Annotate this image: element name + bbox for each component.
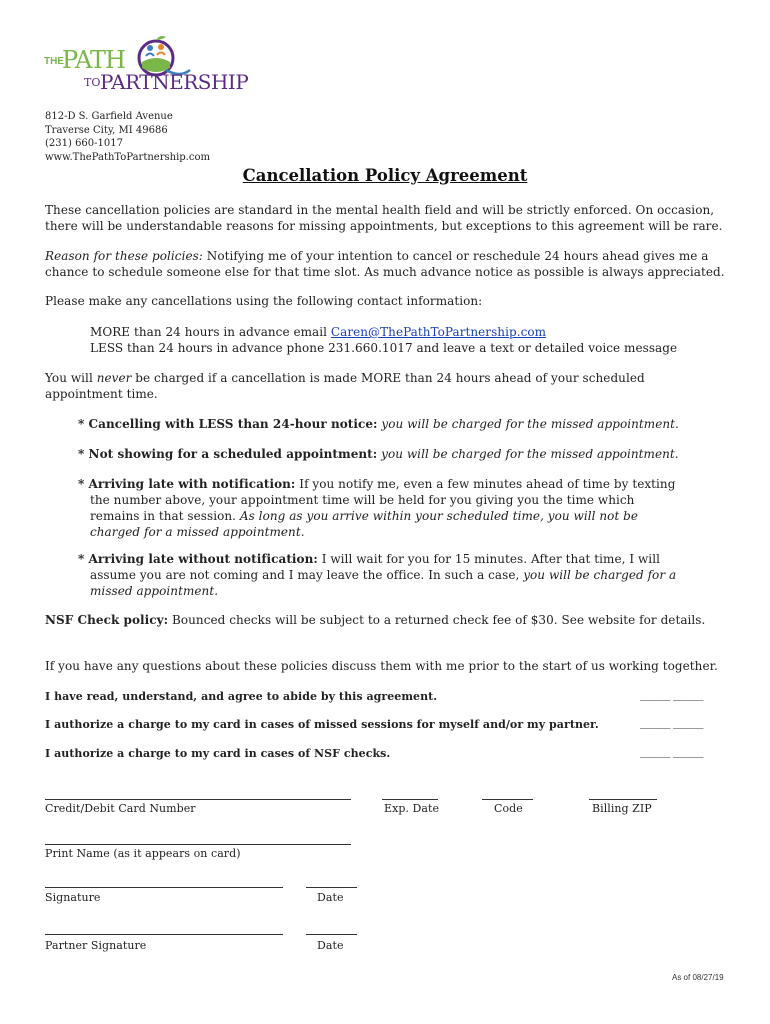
policy-less-text: you will be charged for the missed appointment. bbox=[377, 417, 679, 431]
date1-label: Date bbox=[317, 891, 344, 904]
policy-less-notice bbox=[78, 416, 679, 432]
policy-no-show bbox=[78, 446, 679, 462]
policy-late-notification bbox=[78, 476, 675, 540]
agreement-missed-sessions: I authorize a charge to my card in cases of missed sessions for myself and/or my partner. bbox=[45, 718, 599, 731]
policy-late-notify-label: * Arriving late with notification: bbox=[78, 477, 296, 491]
logo-partnership: PARTNERSHIP bbox=[100, 70, 249, 94]
policy-late-no-notify-line-1: I will wait for you for 15 minutes. After that time, I will bbox=[317, 552, 660, 566]
never-paragraph bbox=[45, 370, 645, 402]
revision-date: As of 08/27/19 bbox=[672, 973, 724, 982]
never-line-2: appointment time. bbox=[45, 387, 158, 401]
code-line[interactable] bbox=[482, 799, 533, 800]
intro-paragraph bbox=[45, 202, 723, 234]
date2-line[interactable] bbox=[306, 934, 357, 935]
contact-less-text: LESS than 24 hours in advance phone 231.660.1017 and leave a text or detailed voice message bbox=[90, 341, 678, 355]
nsf-policy bbox=[45, 612, 705, 628]
policy-less-label: * Cancelling with LESS than 24-hour notice: bbox=[78, 417, 378, 431]
policy-late-no-notify-line-3: missed appointment. bbox=[90, 584, 219, 598]
print-name-line[interactable] bbox=[45, 844, 351, 845]
initials-missed-sessions[interactable]: ______ ______ bbox=[640, 716, 703, 729]
contact-email-link[interactable]: Caren@ThePathToPartnership.com bbox=[330, 325, 547, 339]
intro-line-1: These cancellation policies are standard in the mental health field and will be strictly enforced. On occasion, bbox=[45, 203, 715, 217]
print-name-label: Print Name (as it appears on card) bbox=[45, 847, 241, 860]
card-number-line[interactable] bbox=[45, 799, 351, 800]
policy-late-notify-line-2: the number above, your appointment time will be held for you giving you the time which bbox=[90, 493, 635, 507]
nsf-label: NSF Check policy: bbox=[45, 613, 169, 627]
address-street: 812-D S. Garfield Avenue bbox=[45, 111, 173, 122]
code-label: Code bbox=[494, 802, 523, 815]
billing-zip-line[interactable] bbox=[589, 799, 657, 800]
logo-the: THE bbox=[44, 56, 64, 67]
exp-date-label: Exp. Date bbox=[384, 802, 440, 815]
policy-late-no-notify-line-2b: you will be charged for a bbox=[523, 568, 677, 582]
reason-line-2: chance to schedule someone else for that time slot. As much advance notice as possible is always appreciated. bbox=[45, 265, 725, 279]
address-block bbox=[45, 110, 210, 164]
reason-line-1: Notifying me of your intention to cancel or reschedule 24 hours ahead gives me a bbox=[202, 249, 709, 263]
page-title: Cancellation Policy Agreement bbox=[242, 166, 528, 185]
nsf-text: Bounced checks will be subject to a returned check fee of $30. See website for details. bbox=[168, 613, 706, 627]
policy-late-no-notify-line-2a: assume you are not coming and I may leave the office. In such a case, bbox=[90, 568, 524, 582]
policy-noshow-text: you will be charged for the missed appointment. bbox=[377, 447, 679, 461]
initials-nsf[interactable]: ______ ______ bbox=[640, 745, 703, 758]
policy-late-no-notification bbox=[78, 551, 676, 599]
address-website: www.ThePathToPartnership.com bbox=[45, 151, 210, 163]
reason-paragraph bbox=[45, 248, 725, 280]
partner-signature-label: Partner Signature bbox=[45, 939, 147, 952]
exp-date-line[interactable] bbox=[382, 799, 438, 800]
logo-to: TO bbox=[84, 76, 101, 89]
policy-late-notify-line-3b: As long as you arrive within your scheduled time, you will not be bbox=[239, 509, 639, 523]
reason-label: Reason for these policies: bbox=[45, 249, 203, 263]
date2-label: Date bbox=[317, 939, 344, 952]
questions-paragraph: If you have any questions about these policies discuss them with me prior to the start of us working together. bbox=[45, 659, 718, 673]
partner-signature-line[interactable] bbox=[45, 934, 283, 935]
signature-label: Signature bbox=[45, 891, 101, 904]
agreement-read: I have read, understand, and agree to abide by this agreement. bbox=[45, 690, 438, 703]
card-number-label: Credit/Debit Card Number bbox=[45, 802, 196, 815]
logo-path: PATH bbox=[62, 46, 125, 74]
initials-read[interactable]: ______ ______ bbox=[640, 688, 703, 701]
intro-line-2: there will be understandable reasons for missing appointments, but exceptions to this agreement will be rare. bbox=[45, 219, 723, 233]
policy-late-notify-line-4: charged for a missed appointment. bbox=[90, 525, 305, 539]
agreement-nsf: I authorize a charge to my card in cases of NSF checks. bbox=[45, 747, 391, 760]
date1-line[interactable] bbox=[306, 887, 357, 888]
address-city: Traverse City, MI 49686 bbox=[45, 124, 168, 136]
policy-late-notify-line-3a: remains in that session. bbox=[90, 509, 240, 523]
logo bbox=[40, 34, 249, 102]
policy-late-no-notify-label: * Arriving late without notification: bbox=[78, 552, 318, 566]
address-phone: (231) 660-1017 bbox=[45, 138, 123, 149]
policy-noshow-label: * Not showing for a scheduled appointment: bbox=[78, 447, 378, 461]
contact-intro: Please make any cancellations using the following contact information: bbox=[45, 294, 483, 308]
contact-more-text: MORE than 24 hours in advance email bbox=[90, 325, 331, 339]
never-text-a: You will bbox=[45, 371, 97, 385]
contact-block bbox=[90, 324, 677, 356]
never-emphasis: never bbox=[96, 371, 132, 385]
never-text-b: be charged if a cancellation is made MORE than 24 hours ahead of your scheduled bbox=[131, 371, 645, 385]
signature-line[interactable] bbox=[45, 887, 283, 888]
policy-late-notify-line-1: If you notify me, even a few minutes ahead of time by texting bbox=[295, 477, 676, 491]
billing-zip-label: Billing ZIP bbox=[592, 802, 652, 815]
